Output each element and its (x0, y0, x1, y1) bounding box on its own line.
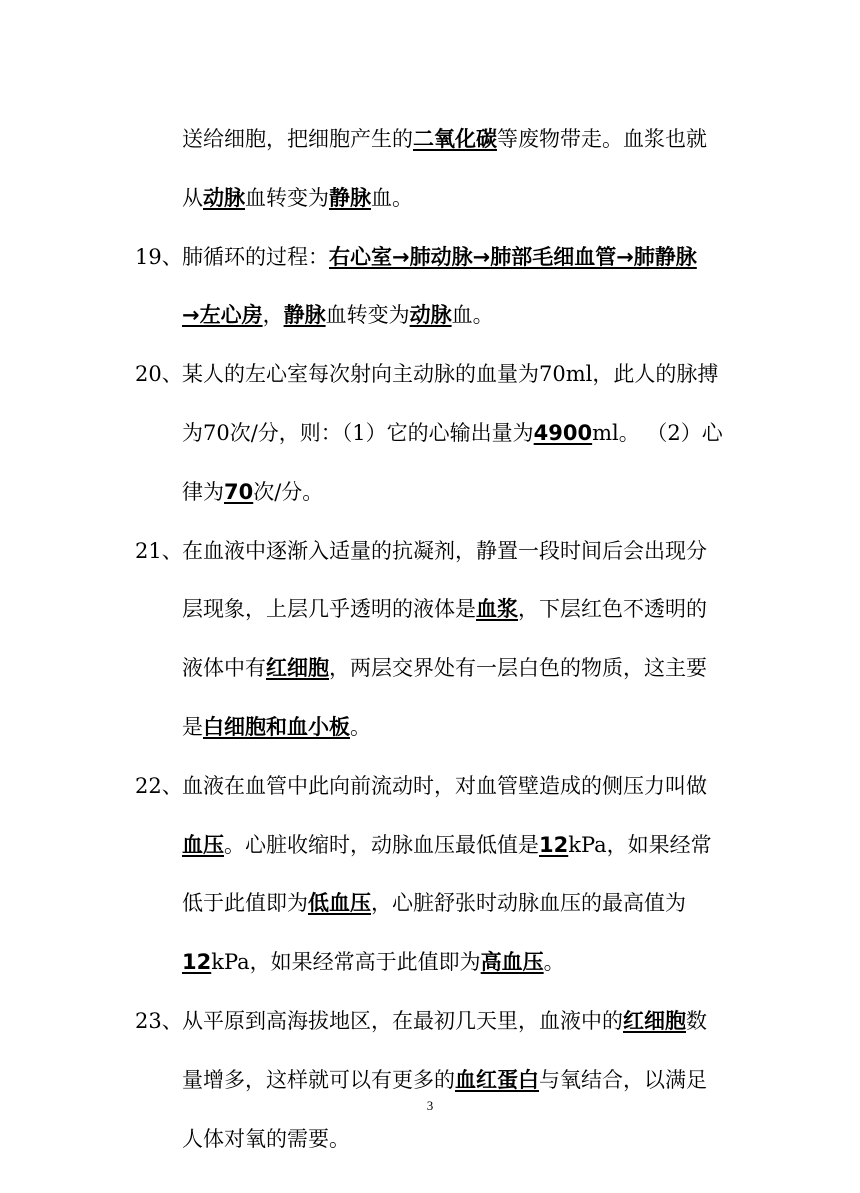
body-text: 。 (350, 715, 371, 739)
answer-text: 4900 (533, 421, 593, 445)
answer-text: 血压 (182, 832, 224, 857)
body-text: 血。 (451, 303, 494, 328)
line-content (182, 825, 712, 865)
answer-text: 12 (182, 950, 212, 975)
line-content (182, 1119, 350, 1159)
line-content (182, 119, 707, 159)
line-content (182, 648, 707, 688)
body-text: ，下层红色不透明的 (518, 597, 707, 622)
line-content (182, 531, 707, 571)
text-line (0, 825, 860, 865)
body-text: 血转变为 (245, 185, 329, 210)
answer-text: 高血压 (480, 950, 544, 975)
answer-text: 70 (224, 479, 254, 504)
body-text: 是 (182, 715, 203, 739)
text-line (0, 119, 860, 159)
body-text: ml。 （2）心 (592, 421, 723, 445)
item-number: 22、 (135, 773, 183, 798)
body-text: 送给细胞，把细胞产生的 (182, 127, 413, 151)
body-text: 血。 (371, 185, 413, 210)
text-line (0, 295, 860, 335)
line-content (182, 1060, 707, 1100)
line-content (182, 1001, 707, 1041)
body-text: 等废物带走。血浆也就 (497, 127, 707, 151)
body-text: 某人的左心室每次射向主动脉的血量为70ml，此人的脉搏 (182, 362, 719, 387)
text-line (0, 354, 860, 394)
answer-text: 白细胞和血小板 (203, 715, 350, 739)
page-number: 3 (426, 1098, 434, 1113)
body-text: 数 (686, 1009, 707, 1033)
body-text: 。心脏收缩时，动脉血压最低值是 (224, 832, 539, 857)
answer-text: 12 (539, 832, 569, 857)
text-line (0, 1001, 860, 1041)
answer-text: 红细胞 (623, 1009, 686, 1033)
item-number: 20、 (135, 362, 183, 387)
line-content (182, 766, 707, 806)
body-text: 律为 (182, 479, 224, 504)
body-text: kPa，如果经常高于此值即为 (211, 950, 481, 975)
line-content (182, 178, 413, 218)
body-text: 。 (543, 950, 565, 975)
answer-text: 二氧化碳 (413, 127, 497, 151)
body-text: ，两层交界处有一层白色的物质，这主要 (329, 656, 707, 681)
answer-text: 静脉 (329, 185, 371, 210)
body-text: 人体对氧的需要。 (182, 1126, 350, 1151)
line-content (182, 883, 686, 923)
body-text: ，心脏舒张时动脉血压的最高值为 (371, 891, 686, 916)
body-text: 在血液中逐渐入适量的抗凝剂，静置一段时间后会出现分 (182, 538, 707, 563)
text-line (0, 589, 860, 629)
text-line (0, 766, 860, 806)
body-text: 血液在血管中此向前流动时，对血管壁造成的侧压力叫做 (182, 773, 707, 798)
text-line (0, 472, 860, 512)
text-line (0, 942, 860, 982)
answer-text: 血红蛋白 (455, 1067, 539, 1092)
body-text: 与氧结合，以满足 (539, 1067, 707, 1092)
text-line (0, 178, 860, 218)
body-text: 肺循环的过程： (182, 244, 329, 269)
body-text: 次/分。 (253, 479, 324, 504)
answer-text: →左心房 (182, 303, 263, 328)
line-content (182, 472, 323, 512)
answer-text: 动脉 (409, 303, 452, 328)
item-number: 23、 (135, 1009, 183, 1033)
body-text: 从 (182, 185, 203, 210)
text-line (0, 648, 860, 688)
body-text: 液体中有 (182, 656, 266, 681)
text-line (0, 1119, 860, 1159)
answer-text: 血浆 (476, 597, 518, 622)
text-line (0, 707, 860, 747)
body-text: kPa，如果经常 (568, 832, 712, 857)
body-text: 血转变为 (325, 303, 410, 328)
answer-text: 动脉 (203, 185, 245, 210)
body-text: 从平原到高海拔地区，在最初几天里，血液中的 (182, 1009, 623, 1033)
line-content (182, 942, 565, 982)
answer-text: 右心室→肺动脉→肺部毛细血管→肺静脉 (329, 244, 697, 269)
answer-text: 静脉 (283, 303, 326, 328)
line-content (182, 707, 371, 747)
text-line (0, 1060, 860, 1100)
text-line (0, 883, 860, 923)
body-text: 为70次/分，则：（1）它的心输出量为 (182, 421, 534, 445)
line-content (182, 295, 494, 335)
answer-text: 低血压 (308, 891, 371, 916)
body-text: 量增多，这样就可以有更多的 (182, 1067, 455, 1092)
line-content (182, 354, 718, 394)
body-text: ， (262, 303, 284, 328)
text-line (0, 413, 860, 453)
text-line (0, 531, 860, 571)
item-number: 21、 (135, 538, 183, 563)
text-line (0, 237, 860, 277)
body-text: 层现象，上层几乎透明的液体是 (182, 597, 476, 622)
answer-text: 红细胞 (266, 656, 329, 681)
line-content (182, 413, 723, 453)
body-text: 低于此值即为 (182, 891, 308, 916)
item-number: 19、 (135, 244, 183, 269)
line-content (182, 589, 707, 629)
line-content (182, 237, 697, 277)
